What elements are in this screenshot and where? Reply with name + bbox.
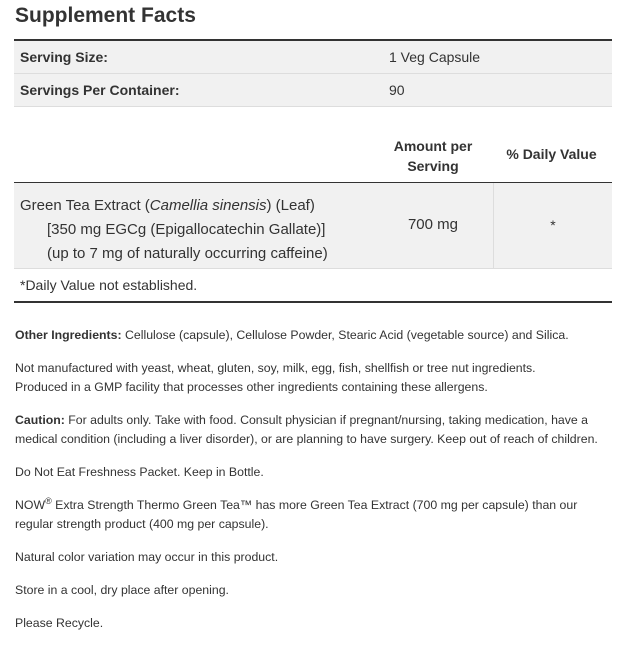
comparison-text: Extra Strength Thermo Green Tea™ has more Green Tea Extract (700 mg per capsule) than our regular strength product (400 mg per capsule). xyxy=(15,498,578,531)
daily-value-footnote xyxy=(14,270,612,303)
ingredient-daily-value: * xyxy=(550,217,556,233)
servings-per-container-row xyxy=(14,73,612,107)
ingredient-detail-egcg: [350 mg EGCg (Epigallocatechin Gallate)] xyxy=(47,221,326,238)
daily-value-header: % Daily Value xyxy=(506,146,597,162)
allergen-line-2: Produced in a GMP facility that processes other ingredients containing these allergens. xyxy=(15,380,488,394)
servings-per-container-label: Servings Per Container: xyxy=(20,82,180,98)
caution-note xyxy=(15,411,615,449)
comparison-note xyxy=(15,496,615,534)
recycle-note: Please Recycle. xyxy=(15,616,104,630)
ingredient-name-prefix: Green Tea Extract ( xyxy=(20,197,150,214)
amount-per-serving-header xyxy=(384,136,482,176)
allergen-line-1: Not manufactured with yeast, wheat, gluten, soy, milk, egg, fish, shellfish or tree nut ingredients. xyxy=(15,361,536,375)
caution-text: For adults only. Take with food. Consult physician if pregnant/nursing, taking medication, have a medical condition (including a liver disorder), or are planning to have surgery. Keep out of reach of children. xyxy=(15,413,598,446)
amount-header-line2: Serving xyxy=(407,158,459,174)
serving-size-row xyxy=(14,39,612,73)
ingredient-name-suffix: ) (Leaf) xyxy=(266,197,315,214)
other-ingredients-label: Other Ingredients: xyxy=(15,328,122,342)
brand-name: NOW xyxy=(15,498,46,512)
ingredient-detail-caffeine: (up to 7 mg of naturally occurring caffeine) xyxy=(47,245,328,262)
product-notes xyxy=(15,326,615,647)
color-variation-note: Natural color variation may occur in this product. xyxy=(15,550,279,564)
footnote-text: *Daily Value not established. xyxy=(20,277,198,293)
servings-per-container-value: 90 xyxy=(389,82,405,98)
storage-note: Store in a cool, dry place after opening. xyxy=(15,583,229,597)
page-title: Supplement Facts xyxy=(15,4,196,27)
freshness-note: Do Not Eat Freshness Packet. Keep in Bottle. xyxy=(15,465,264,479)
serving-size-label: Serving Size: xyxy=(20,49,108,65)
registered-mark: ® xyxy=(45,495,52,506)
serving-size-value: 1 Veg Capsule xyxy=(389,49,481,65)
supplement-facts-table xyxy=(14,39,612,107)
other-ingredients-text: Cellulose (capsule), Cellulose Powder, Stearic Acid (vegetable source) and Silica. xyxy=(121,328,569,342)
ingredient-name xyxy=(20,194,328,266)
amount-header-line1: Amount per xyxy=(393,138,473,154)
ingredient-latin-name: Camellia sinensis xyxy=(149,197,267,214)
allergen-info xyxy=(15,359,615,397)
ingredient-amount: 700 mg xyxy=(407,216,459,233)
other-ingredients xyxy=(15,326,615,345)
caution-label: Caution: xyxy=(15,413,65,427)
ingredient-row xyxy=(14,183,612,269)
